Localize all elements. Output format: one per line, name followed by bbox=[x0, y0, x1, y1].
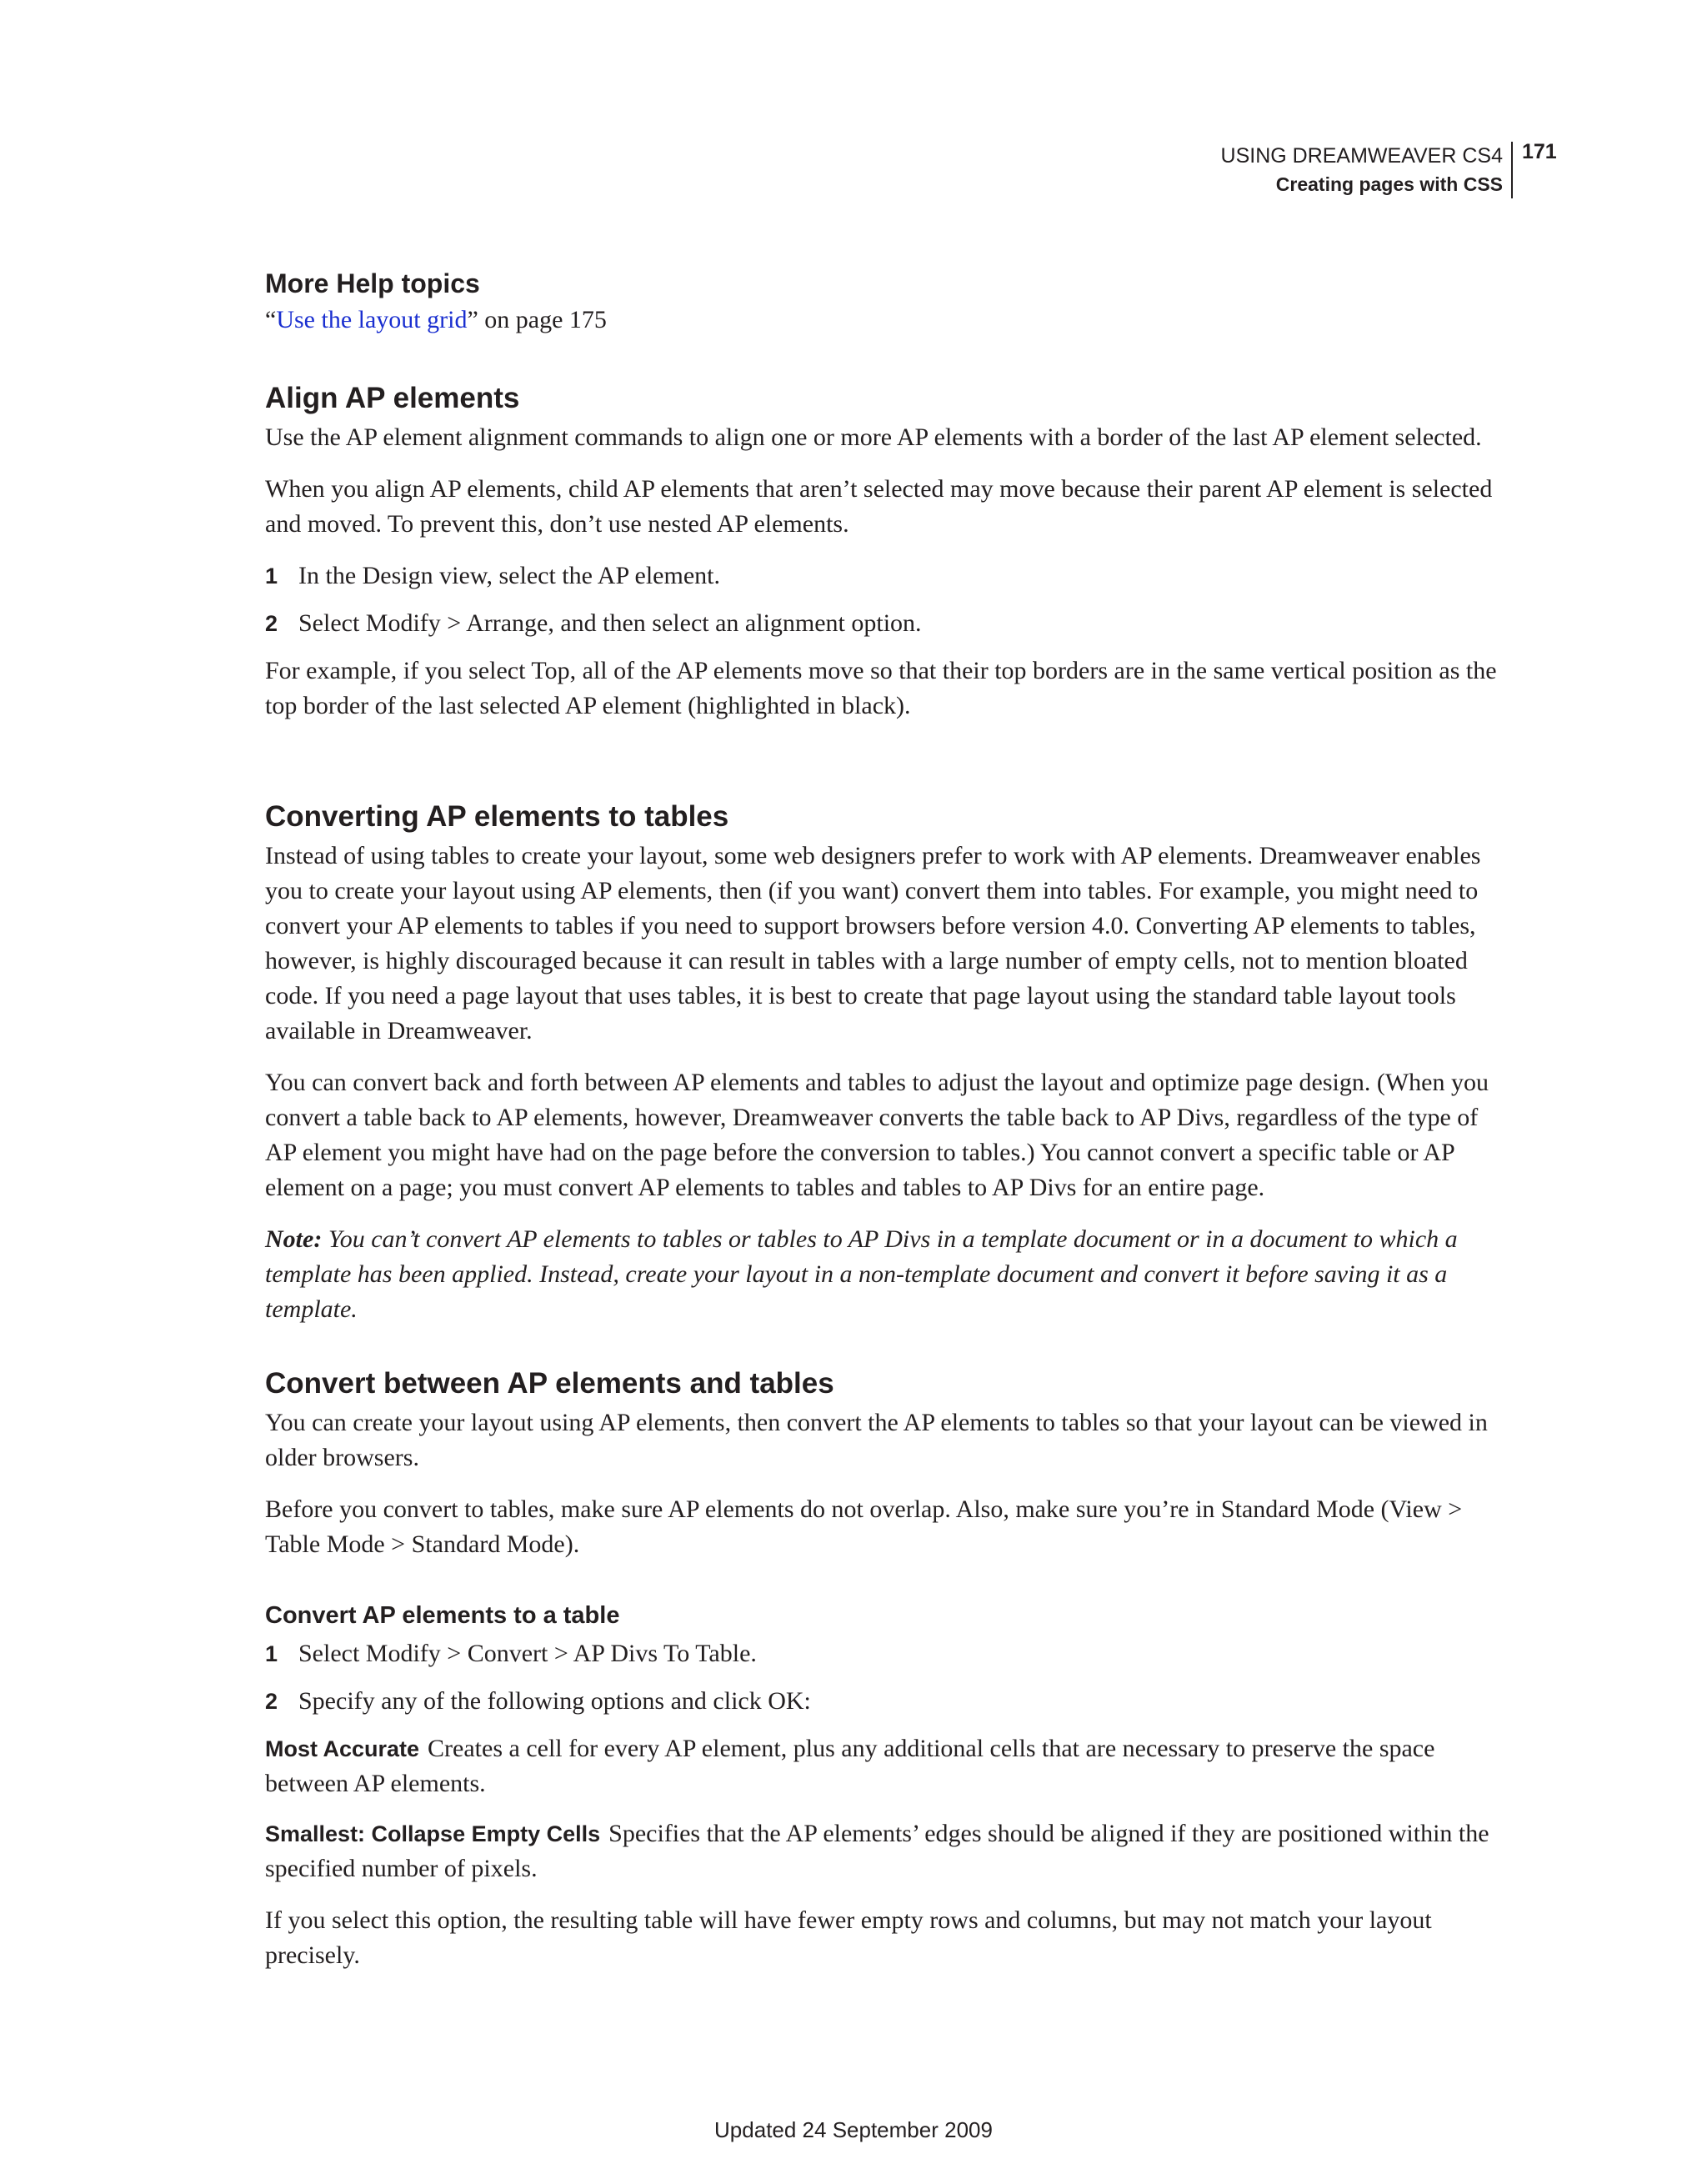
book-title: USING DREAMWEAVER CS4 bbox=[1220, 144, 1503, 168]
align-heading: Align AP elements bbox=[265, 382, 520, 414]
step-text: Specify any of the following options and click OK: bbox=[298, 1687, 811, 1715]
converting-paragraph-2: You can convert back and forth between AP elements and tables to adjust the layout and optimize page design. (When you convert a table back to AP elements, however, Dreamweaver converts the table back to AP Divs, regardless of the type of AP element you might have had on the page before the conversion to tables.) You cannot convert a specific table or AP element on a page; you must convert AP elements to tables and tables to AP Divs for an entire page. bbox=[265, 1069, 1489, 1201]
most-accurate-option bbox=[265, 1731, 1505, 1801]
step-text: Select Modify > Convert > AP Divs To Table. bbox=[298, 1640, 757, 1667]
convert-between-paragraph-2: Before you convert to tables, make sure AP elements do not overlap. Also, make sure you’re in Standard Mode (View > Table Mode > Standard Mode). bbox=[265, 1495, 1463, 1558]
convert-to-table-heading: Convert AP elements to a table bbox=[265, 1602, 620, 1629]
more-help-link-line bbox=[265, 303, 1505, 338]
page-number: 171 bbox=[1522, 140, 1557, 163]
align-step-1 bbox=[265, 559, 1505, 594]
step-number: 2 bbox=[265, 1689, 278, 1714]
convert-step-1 bbox=[265, 1636, 1505, 1671]
more-help-heading: More Help topics bbox=[265, 268, 480, 298]
smallest-option bbox=[265, 1816, 1505, 1886]
convert-between-section bbox=[265, 1367, 1505, 1562]
step-number: 1 bbox=[265, 564, 278, 589]
converting-note bbox=[265, 1222, 1505, 1327]
step-number: 2 bbox=[265, 611, 278, 636]
layout-grid-link[interactable]: Use the layout grid bbox=[276, 306, 468, 333]
option-term: Most Accurate bbox=[265, 1736, 420, 1761]
step-text: Select Modify > Arrange, and then select an alignment option. bbox=[298, 609, 922, 637]
running-header bbox=[1221, 142, 1513, 198]
align-step-2 bbox=[265, 606, 1505, 641]
align-paragraph-1: Use the AP element alignment commands to align one or more AP elements with a border of the last AP element selected. bbox=[265, 423, 1482, 451]
option-description: Creates a cell for every AP element, plus any additional cells that are necessary to preserve the space between AP elements. bbox=[265, 1735, 1435, 1797]
convert-step-2 bbox=[265, 1684, 1505, 1719]
link-page-ref: ” on page 175 bbox=[467, 306, 607, 333]
converting-paragraph-1: Instead of using tables to create your layout, some web designers prefer to work with AP elements. Dreamweaver enables you to create your layout using AP elements, then (if you want) convert them into tables. For example, you might need to convert your AP elements to tables if you need to support browsers before version 4.0. Converting AP elements to tables, however, is highly discouraged because it can result in tables with a large number of empty cells, not to mention bloated code. If you need a page layout that uses tables, it is best to create that page layout using the standard table layout tools available in Dreamweaver. bbox=[265, 842, 1481, 1044]
option-description: Specifies that the AP elements’ edges should be aligned if they are positioned within the specified number of pixels. bbox=[265, 1820, 1489, 1882]
converting-section bbox=[265, 800, 1505, 1327]
option-term: Smallest: Collapse Empty Cells bbox=[265, 1821, 601, 1846]
chapter-title: Creating pages with CSS bbox=[1275, 173, 1503, 195]
note-label: Note: bbox=[265, 1225, 323, 1253]
convert-between-paragraph-1: You can create your layout using AP elements, then convert the AP elements to tables so that your layout can be viewed in older browsers. bbox=[265, 1409, 1488, 1471]
convert-to-table-section bbox=[265, 1602, 1505, 1973]
converting-heading: Converting AP elements to tables bbox=[265, 800, 729, 833]
open-quote: “ bbox=[265, 306, 277, 333]
note-text: You can’t convert AP elements to tables or tables to AP Divs in a template document or in a document to which a template has been applied. Instead, create your layout in a non-template document and convert it before saving it as a template. bbox=[265, 1225, 1458, 1323]
smallest-option-note: If you select this option, the resulting table will have fewer empty rows and columns, but may not match your layout precisely. bbox=[265, 1906, 1432, 1969]
align-section bbox=[265, 382, 1505, 724]
align-paragraph-2: When you align AP elements, child AP elements that aren’t selected may move because their parent AP element is selected and moved. To prevent this, don’t use nested AP elements. bbox=[265, 475, 1493, 538]
convert-between-heading: Convert between AP elements and tables bbox=[265, 1367, 834, 1400]
align-paragraph-3: For example, if you select Top, all of the AP elements move so that their top borders are in the same vertical position as the top border of the last selected AP element (highlighted in black). bbox=[265, 657, 1497, 719]
more-help-section bbox=[265, 268, 1505, 338]
footer-updated-date: Updated 24 September 2009 bbox=[714, 2117, 993, 2142]
step-text: In the Design view, select the AP element. bbox=[298, 562, 720, 589]
step-number: 1 bbox=[265, 1641, 278, 1666]
